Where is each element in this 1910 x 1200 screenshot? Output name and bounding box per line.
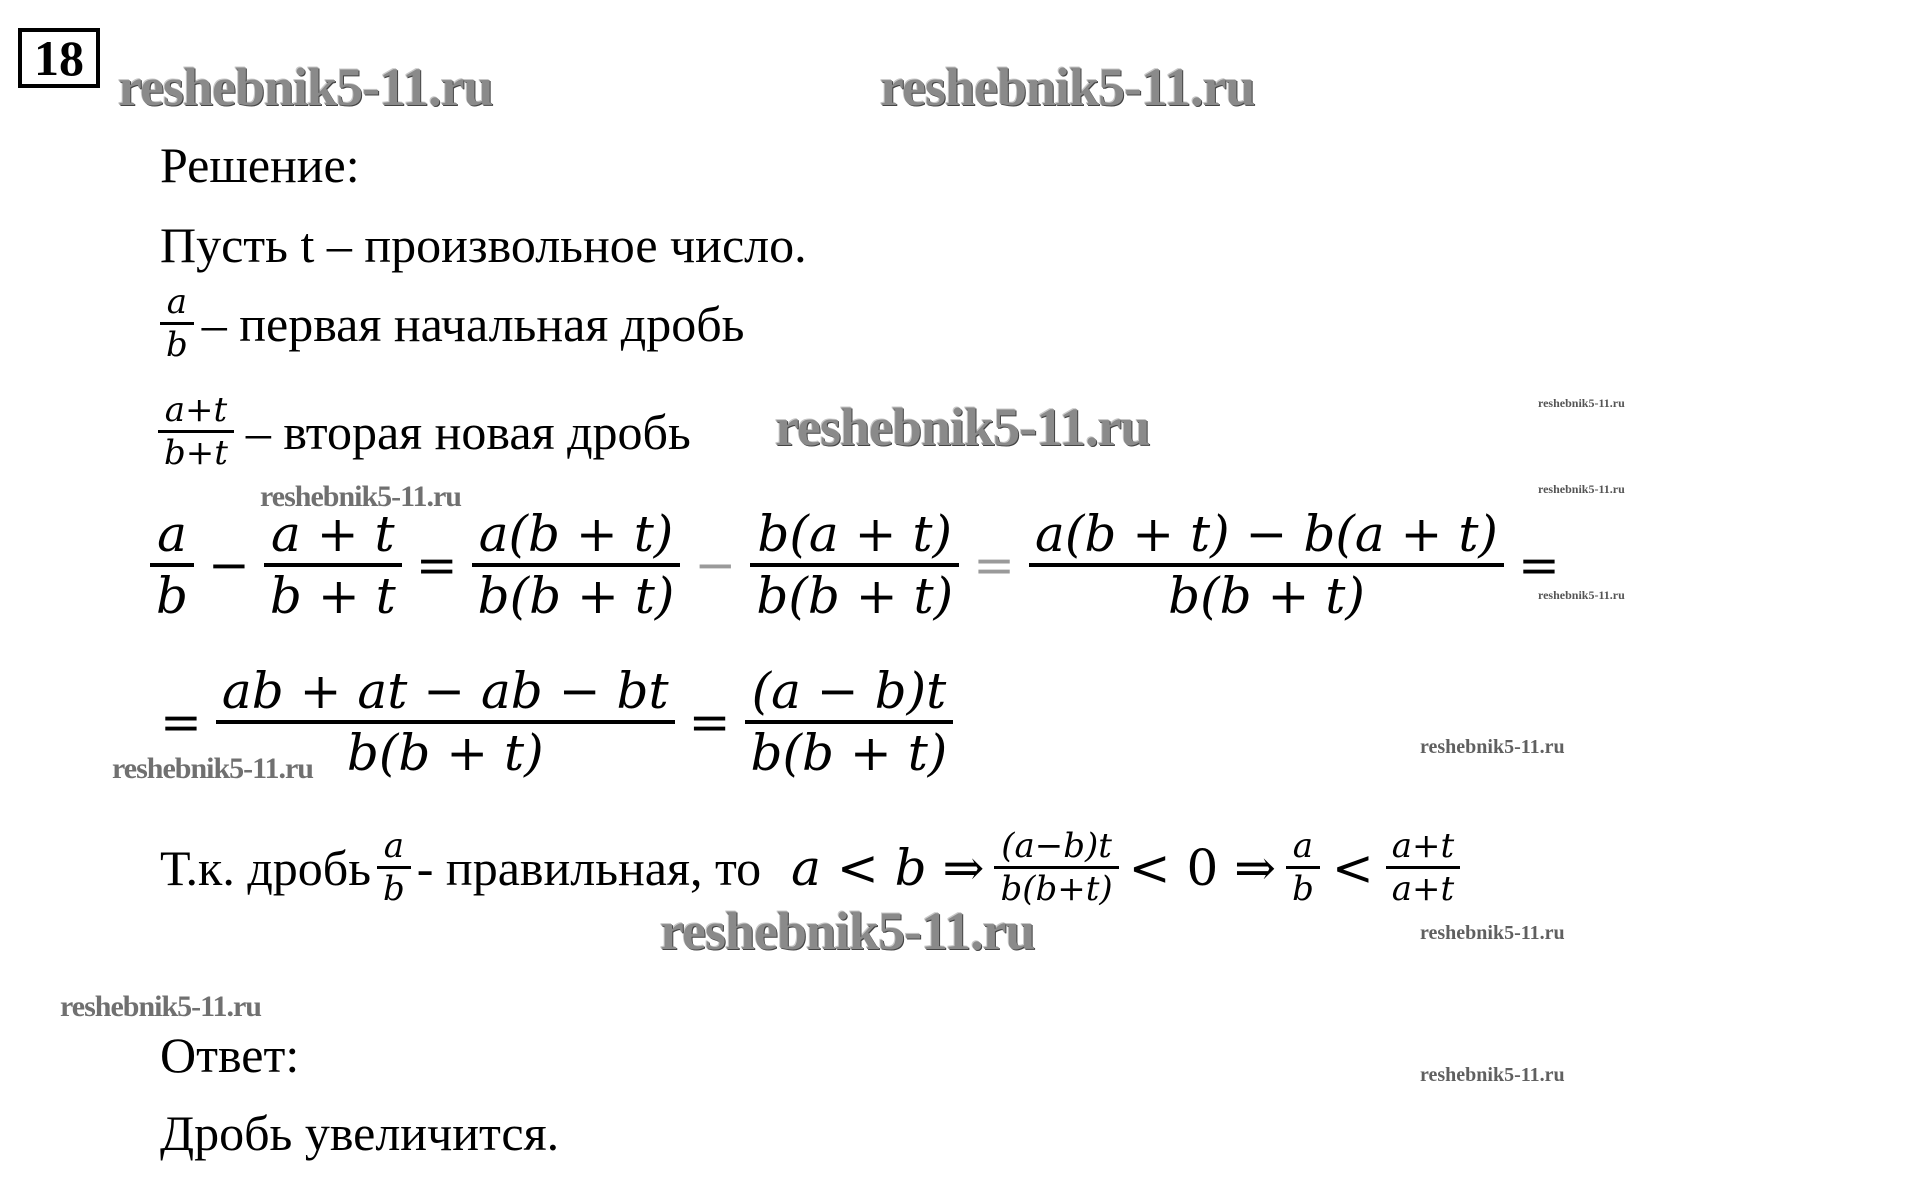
fraction-final: $\frac{a+t}{a+t}$ — [1386, 826, 1460, 909]
fraction-result: $\frac{(a - b)t}{b(b + t)}$ — [745, 662, 954, 782]
problem-number: 18 — [18, 28, 100, 88]
let-t-line: Пусть t – произвольное число. — [160, 217, 807, 273]
watermark: reshebnik5-11.ru — [1538, 588, 1625, 602]
less-than-sign: < — [1331, 838, 1374, 897]
second-fraction-desc: – вторая новая дробь — [245, 403, 691, 460]
watermark: reshebnik5-11.ru — [112, 752, 313, 785]
second-fraction-line — [158, 390, 691, 473]
first-fraction-line — [160, 282, 744, 365]
fraction-a-over-b: $\frac{a}{b}$ — [150, 505, 194, 625]
fraction-combined: $\frac{a(b + t) - b(a + t)}{b(b + t)}$ — [1029, 505, 1504, 625]
equals-sign: = — [1517, 536, 1560, 594]
equals-sign: = — [160, 693, 202, 751]
first-fraction-desc: – первая начальная дробь — [201, 295, 745, 352]
fraction-difference: $\frac{(a-b)t}{b(b+t)}$ — [994, 826, 1118, 909]
watermark: reshebnik5-11.ru — [1420, 1064, 1565, 1086]
fraction-a-plus-t-over-b-plus-t: $\frac{a+t}{b+t}$ — [158, 390, 234, 473]
watermark: reshebnik5-11.ru — [1538, 396, 1625, 410]
equation-line-2 — [160, 662, 953, 782]
fraction-common-denominator-2: $\frac{b(a + t)}{b(b + t)}$ — [750, 505, 959, 625]
watermark: reshebnik5-11.ru — [880, 57, 1255, 117]
equals-sign: = — [688, 693, 731, 751]
watermark: reshebnik5-11.ru — [118, 57, 493, 117]
fraction-a-plus-t-over-b-plus-t: $\frac{a + t}{b + t}$ — [264, 505, 402, 625]
watermark: reshebnik5-11.ru — [1420, 922, 1565, 944]
equation-line-1 — [150, 505, 1574, 625]
equals-sign: = — [415, 536, 458, 594]
answer-label: Ответ: — [160, 1027, 300, 1083]
fraction-common-denominator-1: $\frac{a(b + t)}{b(b + t)}$ — [472, 505, 681, 625]
watermark: reshebnik5-11.ru — [60, 990, 261, 1023]
equals-sign: = — [973, 536, 1016, 594]
answer-text: Дробь увеличится. — [160, 1105, 560, 1161]
since-text: Т.к. дробь — [160, 839, 372, 896]
watermark: reshebnik5-11.ru — [260, 480, 461, 513]
fraction-a-over-b: $\frac{a}{b}$ — [160, 282, 194, 365]
less-than-zero: < 0 ⇒ — [1128, 838, 1277, 897]
proper-text: - правильная, то — [416, 839, 762, 896]
conclusion-line — [160, 826, 1460, 909]
minus-sign: − — [208, 536, 250, 594]
fraction-expanded: $\frac{ab + at - ab - bt}{b(b + t)}$ — [216, 662, 675, 782]
watermark: reshebnik5-11.ru — [775, 397, 1150, 457]
condition-a-lt-b: a < b ⇒ — [791, 838, 985, 897]
minus-sign: − — [694, 536, 737, 594]
fraction-a-over-b: $\frac{a}{b}$ — [377, 826, 411, 909]
watermark: reshebnik5-11.ru — [660, 901, 1035, 961]
watermark: reshebnik5-11.ru — [1420, 736, 1565, 758]
watermark: reshebnik5-11.ru — [1538, 482, 1625, 496]
solution-label: Решение: — [160, 137, 360, 193]
fraction-a-over-b: $\frac{a}{b}$ — [1286, 826, 1320, 909]
